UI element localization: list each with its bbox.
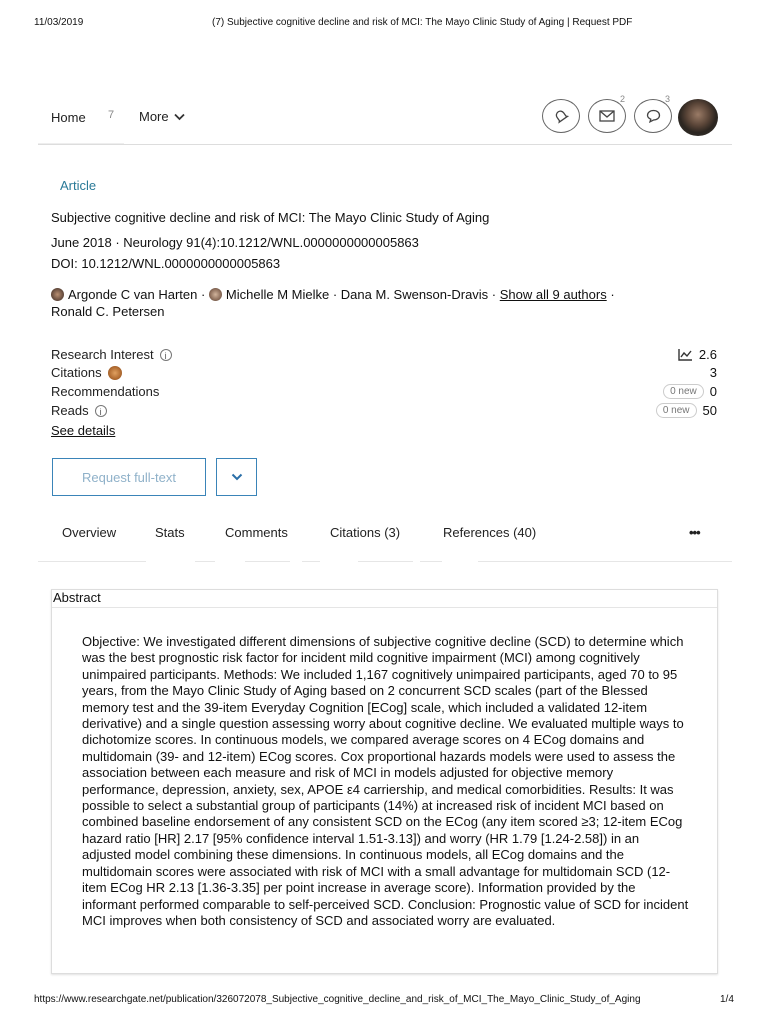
tab-overview[interactable]: Overview [62,525,117,540]
tab-underline [38,561,146,562]
reads-new-badge: 0 new [656,403,697,418]
bell-icon [553,108,569,124]
reads-value: 50 [702,403,717,418]
publication-doi: DOI: 10.1212/WNL.0000000000005863 [51,256,281,271]
tab-underline [420,561,442,562]
user-avatar[interactable] [678,99,718,136]
print-page-title: (7) Subjective cognitive decline and risk of MCI: The Mayo Clinic Study of Aging | Request PDF [212,17,633,28]
print-url: https://www.researchgate.net/publication/326072078_Subjective_cognitive_decline_and_risk_of_MCI_The_Mayo_Clinic_Study_of_Aging [34,994,641,1005]
author-link[interactable]: Ronald C. Petersen [51,304,165,319]
research-interest-value-group [678,347,717,362]
chevron-down-icon [231,473,243,481]
abstract-card [51,589,718,974]
chart-trend-icon [678,348,693,361]
questions-button[interactable] [634,99,672,133]
speech-bubble-icon [646,109,661,123]
tab-comments[interactable]: Comments [225,525,288,540]
tab-underline [358,561,413,562]
author-link[interactable]: Michelle M Mielke [225,287,330,302]
tab-underline [478,561,732,562]
tab-underline [195,561,215,562]
messages-count-badge: 2 [620,94,626,104]
messages-button[interactable] [588,99,626,133]
request-full-text-button[interactable]: Request full-text [52,458,206,496]
recommendations-value: 0 [709,384,717,399]
author-avatar [51,288,64,301]
tab-references[interactable]: References (40) [443,525,537,540]
publication-type: Article [60,178,97,193]
chevron-down-icon [174,113,185,121]
info-icon[interactable]: i [95,405,107,417]
recommendations-value-group [663,384,717,399]
recommendations-label: Recommendations [51,384,160,399]
see-details-link[interactable]: See details [51,423,116,438]
author-link[interactable]: Dana M. Swenson-Dravis [340,287,489,302]
author-list: Argonde C van Harten · Michelle M Mielke · Dana M. Swenson-Dravis · Show all 9 authors · Ronald C. Petersen [51,287,615,319]
research-interest-value: 2.6 [698,347,717,362]
tab-underline [302,561,320,562]
nav-more-label: More [139,109,169,124]
research-interest-row [51,347,172,362]
article-title: Subjective cognitive decline and risk of MCI: The Mayo Clinic Study of Aging [51,210,490,225]
author-link[interactable]: Argonde C van Harten [68,287,198,302]
citations-avatar-icon [108,366,122,380]
citations-row [51,365,122,380]
show-all-authors-link[interactable]: Show all 9 authors [499,287,607,302]
nav-divider [38,144,732,145]
abstract-heading: Abstract [52,590,717,608]
tab-stats[interactable]: Stats [155,525,185,540]
publication-date-journal: June 2018 · Neurology 91(4):10.1212/WNL.0000000000005863 [51,235,419,250]
abstract-text: Objective: We investigated different dimensions of subjective cognitive decline (SCD) to determine which was the best prognostic risk factor for incident mild cognitive impairment (MCI) among cognitively unimpaired participants. Methods: We included 1,167 cognitively unimpaired participants, aged 70 to 95 years, from the Mayo Clinic Study of Aging based on 2 concurrent SCD scales (part of the Blessed memory test and the 39-item Everyday Cognition [ECog] scale, which included a validated 12-item derivative) and a single question assessing worry about cognitive decline. We evaluated multiple ways to dichotomize scores. In continuous models, we compared average scores on 4 ECog domains and multidomain (39- and 12-item) ECog scores. Cox proportional hazards models were used to assess the association between each measure and risk of MCI in models adjusted for objective memory performance, depression, anxiety, sex, APOE ε4 carriership, and medical comorbidities. Results: It was possible to select a substantial group of participants (14%) at increased risk of incident MCI based on combined baseline endorsement of any consistent SCD on the ECog (any item scored ≥3; 12-item ECog hazard ratio [HR] 2.17 [95% confidence interval 1.51-3.13]) and worry (HR 1.79 [1.24-2.58]) in an adjusted model combining these dimensions. In continuous models, all ECog domains and the multidomain scores were associated with risk of MCI with a small advantage for multidomain SCD (12-item ECog HR 2.13 [1.36-3.35] per point increase in average score). Information provided by the informant performed comparable to self-perceived SCD. Conclusion: Prognostic value of SCD for incident MCI improves when both consistency of SCD and associated worry are evaluated. [82,634,689,928]
print-date: 11/03/2019 [34,17,84,28]
info-icon[interactable]: i [160,349,172,361]
request-options-dropdown[interactable] [216,458,257,496]
print-page-number: 1/4 [720,994,734,1005]
citations-label: Citations [51,365,102,380]
reads-row [51,403,107,418]
tab-citations[interactable]: Citations (3) [330,525,401,540]
reads-label: Reads [51,403,89,418]
reads-value-group [656,403,717,418]
more-options-icon[interactable]: ••• [689,525,700,540]
nav-home-link[interactable]: Home [51,110,86,125]
citations-value: 3 [709,365,717,380]
tab-underline [245,561,290,562]
nav-more-menu[interactable] [139,109,185,124]
author-avatar [209,288,222,301]
envelope-icon [599,110,615,122]
notifications-button[interactable] [542,99,580,133]
recommendations-new-badge: 0 new [663,384,704,399]
research-interest-label: Research Interest [51,347,154,362]
home-notification-count: 7 [108,109,115,121]
questions-count-badge: 3 [665,94,671,104]
